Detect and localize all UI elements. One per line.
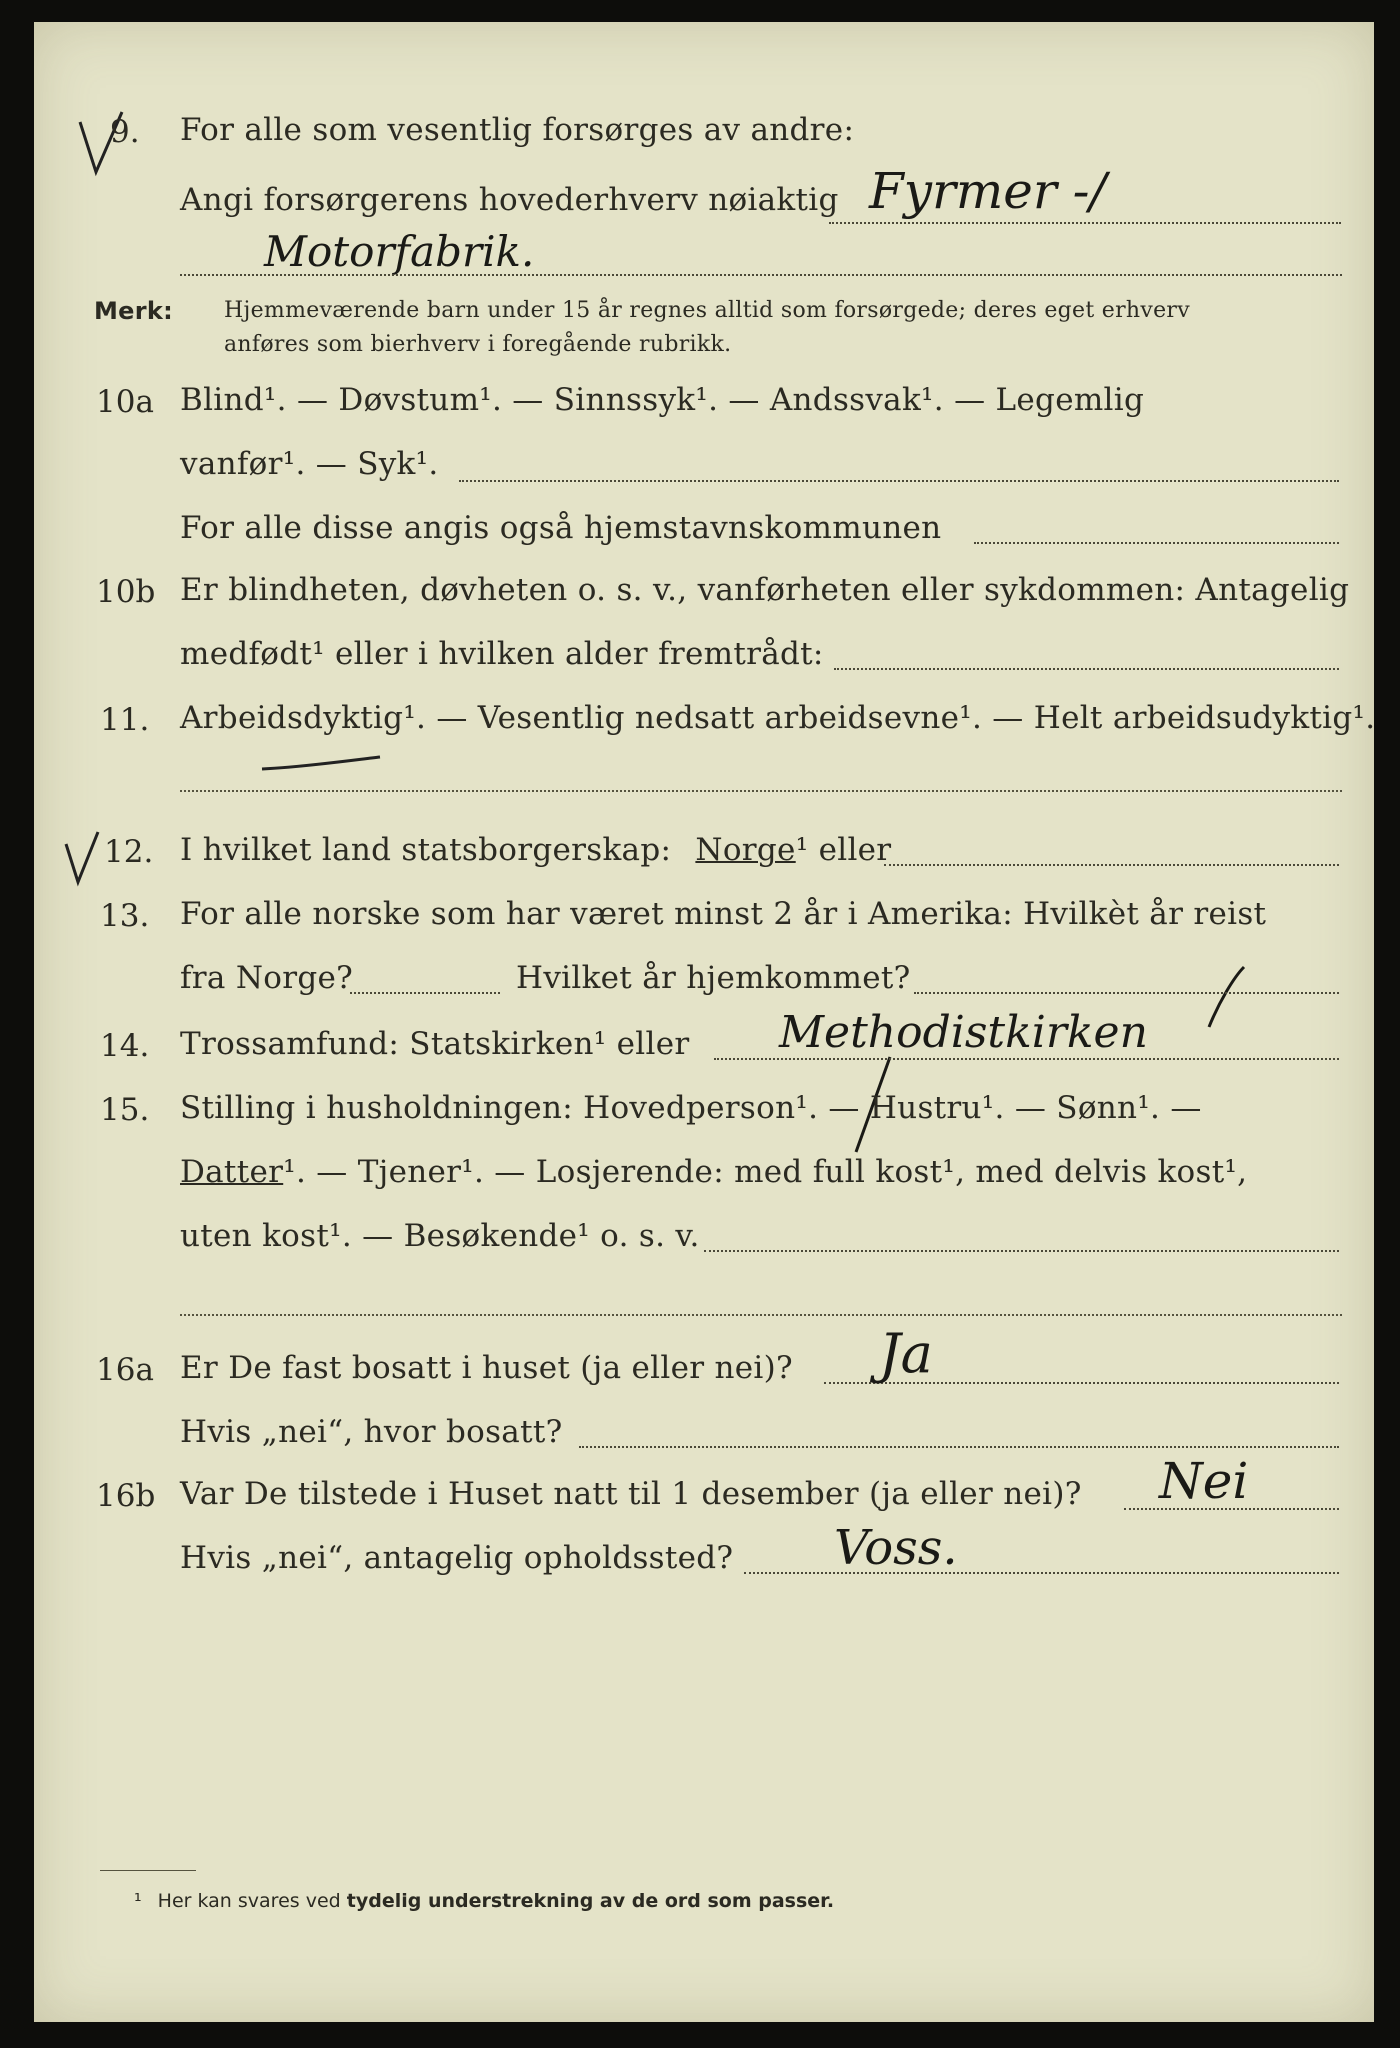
q14-answer-line bbox=[714, 1058, 1339, 1060]
q15-second-line bbox=[180, 1314, 1342, 1316]
q9-answer-occupation: Fyrmer -/ bbox=[869, 162, 1107, 220]
footnote-text-b: tydelig understrekning av de ord som passer. bbox=[346, 1890, 835, 1912]
checkmark-12 bbox=[66, 832, 98, 882]
q13-line2a: fra Norge? bbox=[180, 960, 354, 996]
q9-second-line bbox=[180, 274, 1342, 276]
q10b-answer-line bbox=[834, 668, 1339, 670]
q16a-answer: Ja bbox=[879, 1322, 933, 1385]
q12-answer-line bbox=[884, 864, 1339, 866]
merk-label: Merk: bbox=[94, 297, 174, 325]
q9-answer-line bbox=[829, 222, 1341, 224]
q16a-line2: Hvis „nei“, hvor bosatt? bbox=[180, 1414, 563, 1450]
q12-rest: ¹ eller bbox=[795, 832, 892, 868]
q15-line2-rest: ¹. — Tjener¹. — Losjerende: med full kost¹, med delvis kost¹, bbox=[283, 1154, 1248, 1190]
q10a-answer-line bbox=[459, 480, 1339, 482]
q15-number: 15. bbox=[100, 1092, 150, 1128]
q14-answer: Methodistkirken bbox=[779, 1007, 1148, 1058]
q10b-line2: medfødt¹ eller i hvilken alder fremtrådt: bbox=[180, 636, 824, 672]
q11-number: 11. bbox=[100, 702, 150, 738]
q9-line1: For alle som vesentlig forsørges av andre: bbox=[180, 112, 855, 148]
q10a-line1: Blind¹. — Døvstum¹. — Sinnssyk¹. — Andssvak¹. — Legemlig bbox=[180, 382, 1145, 418]
q15-answer-line bbox=[704, 1250, 1339, 1252]
q14-line1: Trossamfund: Statskirken¹ eller bbox=[180, 1026, 690, 1062]
q13-line1: For alle norske som har været minst 2 år i Amerika: Hvilkèt år reist bbox=[180, 896, 1267, 932]
q16b-answer-place: Voss. bbox=[834, 1520, 958, 1576]
q9-number: 9. bbox=[110, 114, 140, 150]
arbeidsdyktig-underline bbox=[262, 757, 380, 769]
footnote-mark: ¹ bbox=[134, 1890, 142, 1912]
methodist-flourish bbox=[1209, 967, 1244, 1027]
q13-number: 13. bbox=[100, 898, 150, 934]
q9-answer-workplace: Motorfabrik. bbox=[264, 227, 535, 276]
q15-line3: uten kost¹. — Besøkende¹ o. s. v. bbox=[180, 1218, 700, 1254]
q11-line1: Arbeidsdyktig¹. — Vesentlig nedsatt arbeidsevne¹. — Helt arbeidsudyktig¹. bbox=[180, 700, 1376, 736]
q10a-kommune-line bbox=[974, 542, 1339, 544]
footnote-rule bbox=[100, 1870, 196, 1871]
footnote-text-a: Her kan svares ved bbox=[157, 1890, 347, 1912]
q16a-line1: Er De fast bosatt i huset (ja eller nei)? bbox=[180, 1350, 793, 1386]
q16b-line2: Hvis „nei“, antagelig opholdssted? bbox=[180, 1540, 734, 1576]
q10a-line3: For alle disse angis også hjemstavnskommunen bbox=[180, 510, 942, 546]
q13-reist-line bbox=[350, 992, 500, 994]
q12-underlined-norge: Norge bbox=[695, 832, 796, 868]
q13-line2b: Hvilket år hjemkommet? bbox=[516, 960, 911, 996]
q9-line2: Angi forsørgerens hovederhverv nøiaktig bbox=[180, 182, 839, 218]
q12-number: 12. bbox=[104, 834, 154, 870]
q11-answer-line bbox=[180, 790, 1342, 792]
footnote bbox=[134, 1890, 834, 1912]
q12-question: I hvilket land statsborgerskap: bbox=[180, 832, 672, 868]
q14-number: 14. bbox=[100, 1028, 150, 1064]
q16b-number: 16b bbox=[96, 1478, 156, 1514]
q10a-line2: vanfør¹. — Syk¹. bbox=[180, 446, 439, 482]
merk-line2: anføres som bierhverv i foregående rubrikk. bbox=[224, 332, 732, 357]
merk-line1: Hjemmeværende barn under 15 år regnes alltid som forsørgede; deres eget erhverv bbox=[224, 298, 1190, 323]
q15-underlined-datter: Datter bbox=[180, 1154, 284, 1190]
q16a-number: 16a bbox=[96, 1352, 154, 1388]
q10a-number: 10a bbox=[96, 384, 154, 420]
q10b-number: 10b bbox=[96, 574, 156, 610]
q15-line2 bbox=[180, 1154, 1247, 1190]
q16b-line1: Var De tilstede i Huset natt til 1 desember (ja eller nei)? bbox=[180, 1476, 1082, 1512]
q16a-bosatt-line bbox=[579, 1446, 1339, 1448]
q16b-answer-present: Nei bbox=[1159, 1452, 1249, 1510]
q15-line1: Stilling i husholdningen: Hovedperson¹. — Hustru¹. — Sønn¹. — bbox=[180, 1090, 1202, 1126]
q13-hjemkommet-line bbox=[914, 992, 1339, 994]
q12-line1 bbox=[180, 832, 891, 868]
q10b-line1: Er blindheten, døvheten o. s. v., vanførheten eller sykdommen: Antagelig bbox=[180, 572, 1350, 608]
census-form-page bbox=[34, 22, 1374, 2022]
